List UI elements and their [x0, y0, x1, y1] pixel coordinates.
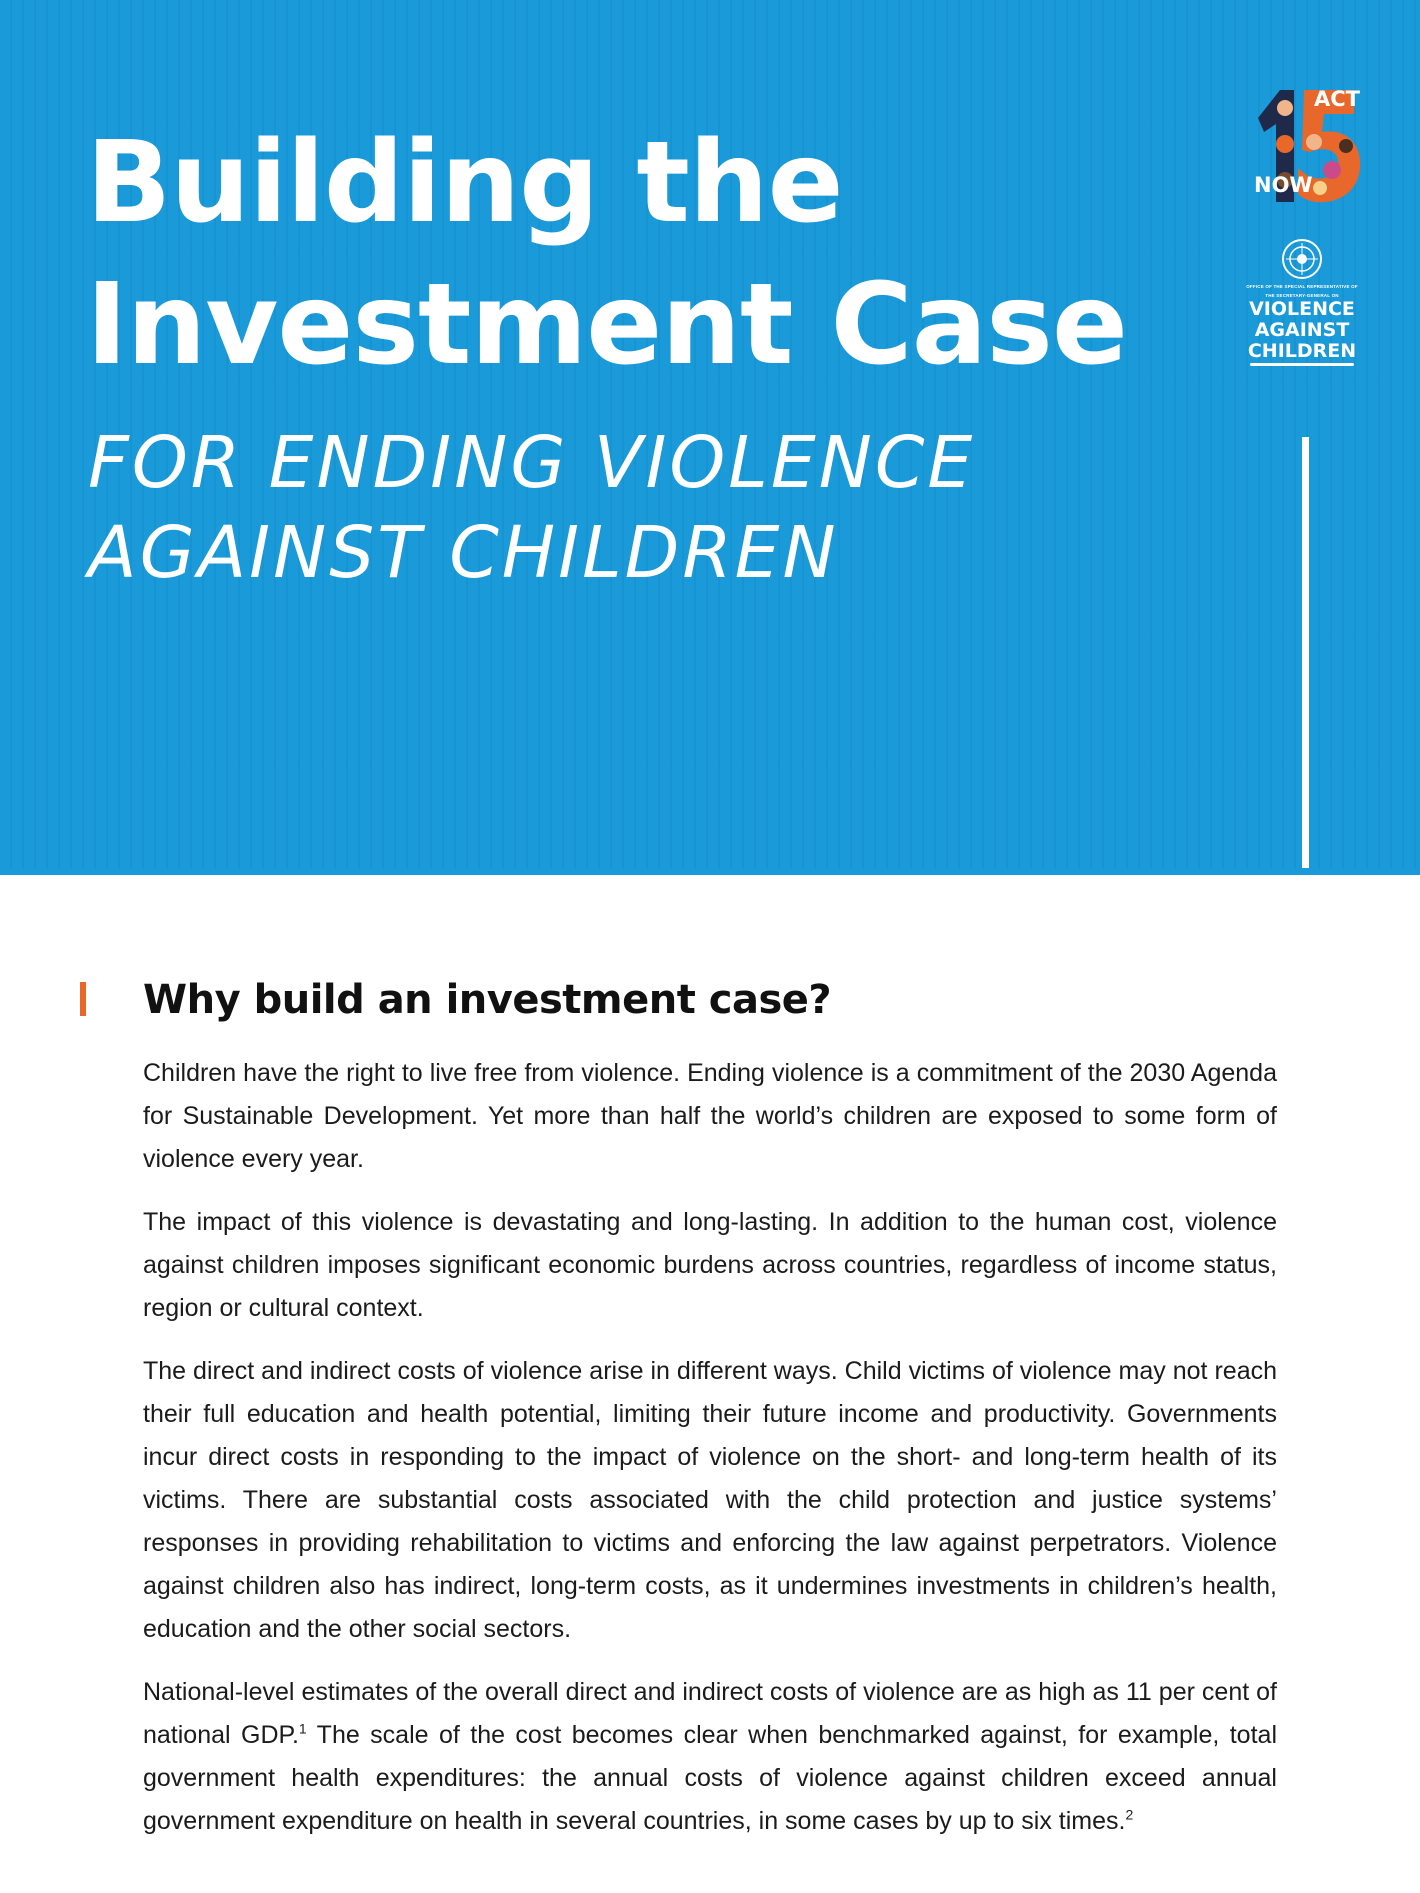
title-line-1: Building the [86, 118, 843, 248]
page-title [86, 112, 1127, 396]
paragraph-4 [143, 1671, 1277, 1843]
subtitle-line-1: FOR ENDING VIOLENCE [88, 421, 976, 504]
paragraph-1: Children have the right to live free from violence. Ending violence is a commitment of the 2030 Agenda for Sustainable Development. Yet more than half the world’s children are exposed to some form of violence every year. [143, 1059, 1277, 1173]
paragraph-4-part-a: National-level estimates of the overall direct and indirect costs of violence are as high as 11 per cent of national GDP. [143, 1678, 1277, 1749]
vertical-rule [1302, 437, 1309, 868]
srsg-vac-logo [1240, 237, 1364, 366]
paragraph-3: The direct and indirect costs of violence arise in different ways. Child victims of violence may not reach their full education and health potential, limiting their future income and productivity. Governments incur direct costs in responding to the impact of violence on the short- and long-term health of its victims. There are substantial costs associated with the child protection and justice systems’ responses in providing rehabilitation to victims and enforcing the law against perpetrators. Violence against children also has indirect, long-term costs, as it undermines investments in children’s health, education and the other social sectors. [143, 1357, 1277, 1643]
section-heading: Why build an investment case? [143, 977, 832, 1023]
vac-underline [1250, 363, 1354, 366]
paragraph-4-part-b: The scale of the cost becomes clear when benchmarked against, for example, total government health expenditures: the annual costs of violence against children exceed annual government expenditure on health in several countries, in some cases by up to six times. [143, 1721, 1277, 1835]
logo-act-text: ACT [1314, 87, 1360, 111]
vac-line-1: VIOLENCE [1249, 298, 1355, 320]
footnote-ref-1[interactable]: 1 [298, 1720, 307, 1737]
section-body [143, 1052, 1277, 1863]
title-line-2: Investment Case [86, 260, 1127, 390]
logo-now-text: NOW [1254, 173, 1313, 197]
office-line-1: OFFICE OF THE SPECIAL REPRESENTATIVE OF [1246, 284, 1358, 289]
paragraph-2: The impact of this violence is devastating and long-lasting. In addition to the human cost, violence against children imposes significant economic burdens across countries, regardless of income status, region or cultural context. [143, 1208, 1277, 1322]
subtitle-line-2: AGAINST CHILDREN [88, 511, 839, 594]
section-accent-bar [80, 982, 86, 1016]
office-line-2: THE SECRETARY-GENERAL ON [1265, 293, 1339, 298]
page-subtitle [88, 418, 975, 598]
vac-line-2: AGAINST [1254, 319, 1350, 341]
hero-bottom-rule [0, 868, 1420, 875]
act-now-logo [1254, 84, 1364, 206]
vac-line-3: CHILDREN [1247, 340, 1357, 362]
footnote-ref-2[interactable]: 2 [1125, 1806, 1134, 1823]
un-emblem-icon [1280, 237, 1324, 281]
